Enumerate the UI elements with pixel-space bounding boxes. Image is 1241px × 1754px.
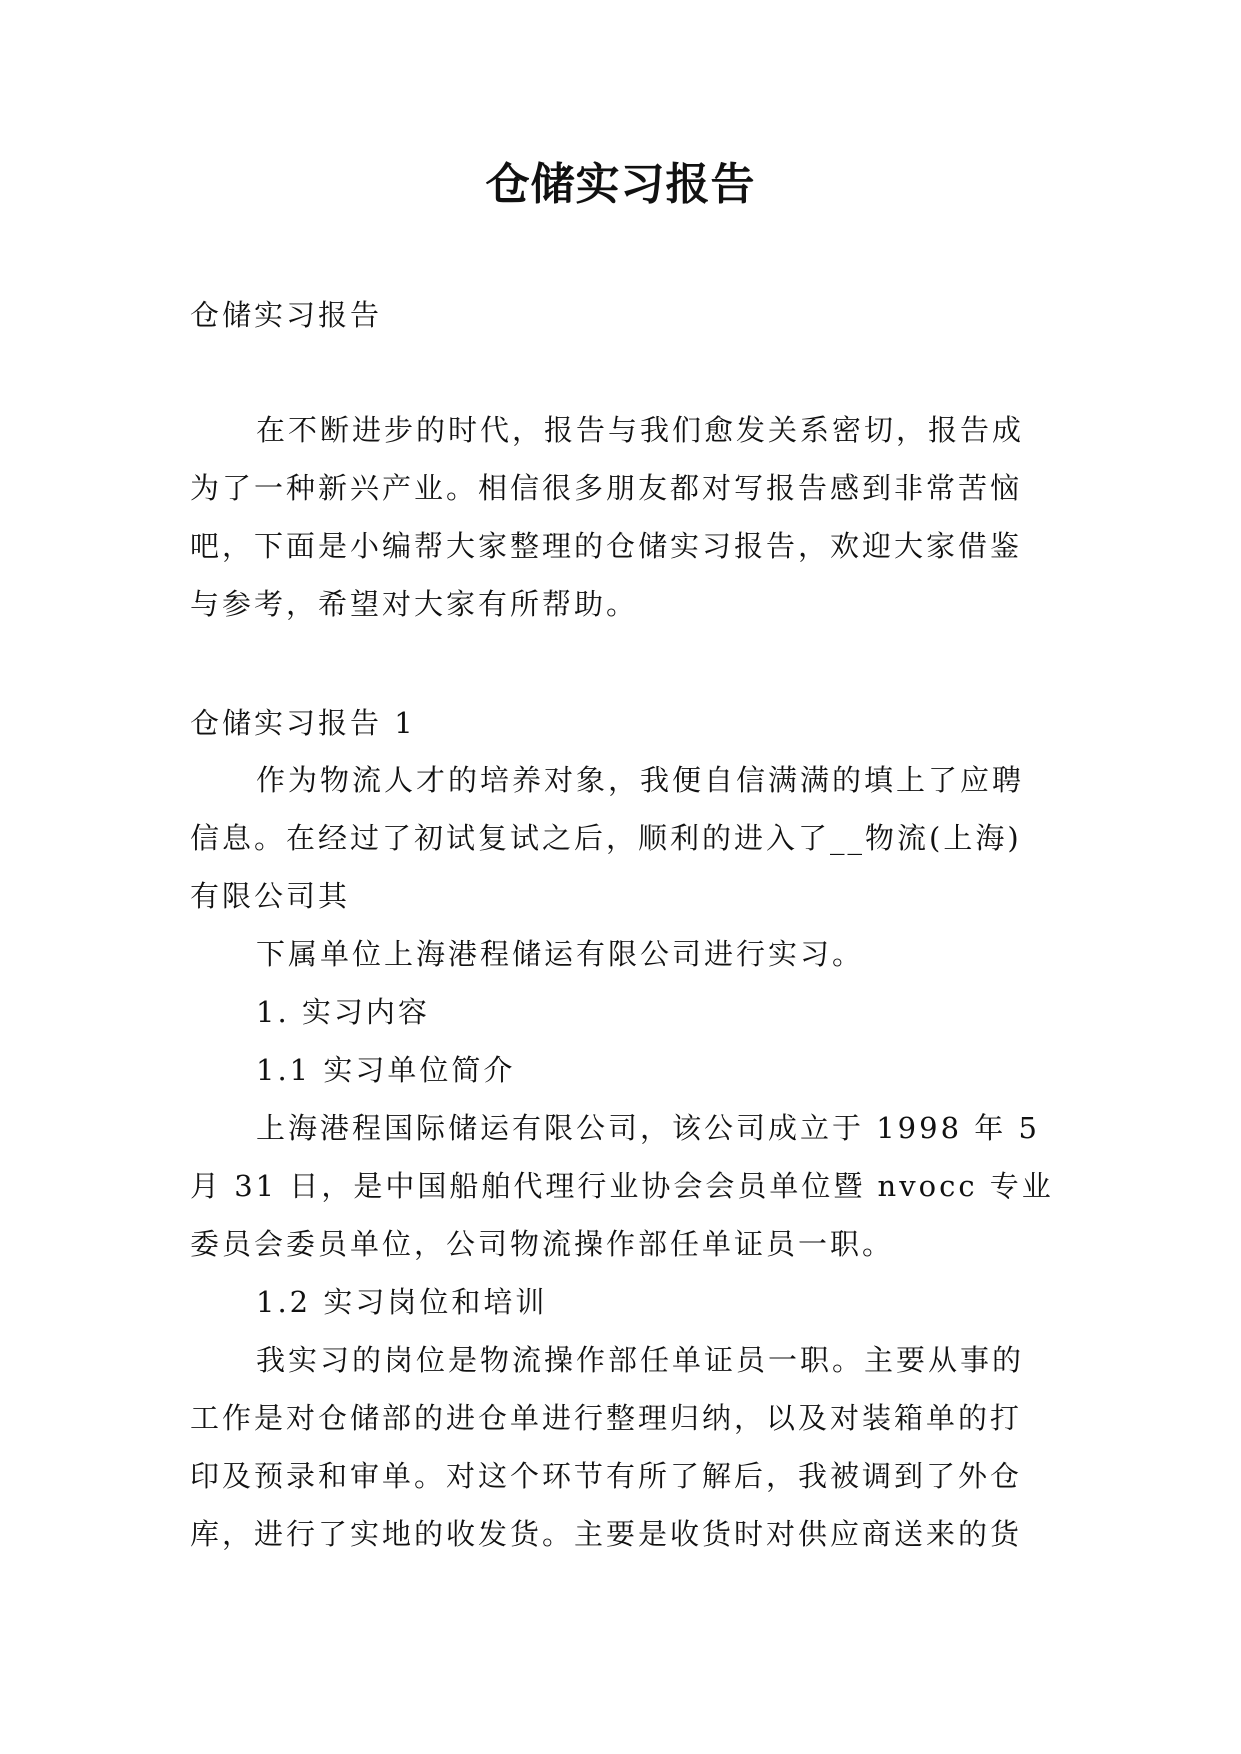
intro-line: 与参考，希望对大家有所帮助。 (190, 587, 639, 621)
document-title: 仓储实习报告 (485, 159, 756, 210)
section-heading: 仓储实习报告 1 (190, 706, 416, 740)
intro-line: 为了一种新兴产业。相信很多朋友都对写报告感到非常苦恼 (190, 471, 1023, 505)
body-line: 工作是对仓储部的进仓单进行整理归纳，以及对装箱单的打 (190, 1401, 1023, 1435)
body-line: 我实习的岗位是物流操作部任单证员一职。主要从事的 (256, 1343, 1025, 1377)
intro-line: 在不断进步的时代，报告与我们愈发关系密切，报告成 (256, 413, 1025, 447)
document-subtitle: 仓储实习报告 (190, 298, 383, 332)
body-line: 上海港程国际储运有限公司，该公司成立于 1998 年 5 (256, 1111, 1040, 1145)
body-line: 有限公司其 (190, 879, 351, 913)
body-line: 下属单位上海港程储运有限公司进行实习。 (256, 937, 865, 971)
body-line: 印及预录和审单。对这个环节有所了解后，我被调到了外仓 (190, 1459, 1023, 1493)
body-line: 信息。在经过了初试复试之后，顺利的进入了__物流(上海) (190, 821, 1022, 855)
body-line: 委员会委员单位，公司物流操作部任单证员一职。 (190, 1227, 895, 1261)
body-line: 1.1 实习单位简介 (256, 1053, 516, 1087)
body-line: 库，进行了实地的收发货。主要是收货时对供应商送来的货 (190, 1517, 1023, 1551)
body-line: 月 31 日，是中国船舶代理行业协会会员单位暨 nvocc 专业 (190, 1169, 1054, 1203)
body-line: 作为物流人才的培养对象，我便自信满满的填上了应聘 (256, 763, 1025, 797)
body-line: 1.2 实习岗位和培训 (256, 1285, 548, 1319)
body-line: 1. 实习内容 (256, 995, 430, 1029)
intro-line: 吧，下面是小编帮大家整理的仓储实习报告，欢迎大家借鉴 (190, 529, 1023, 563)
